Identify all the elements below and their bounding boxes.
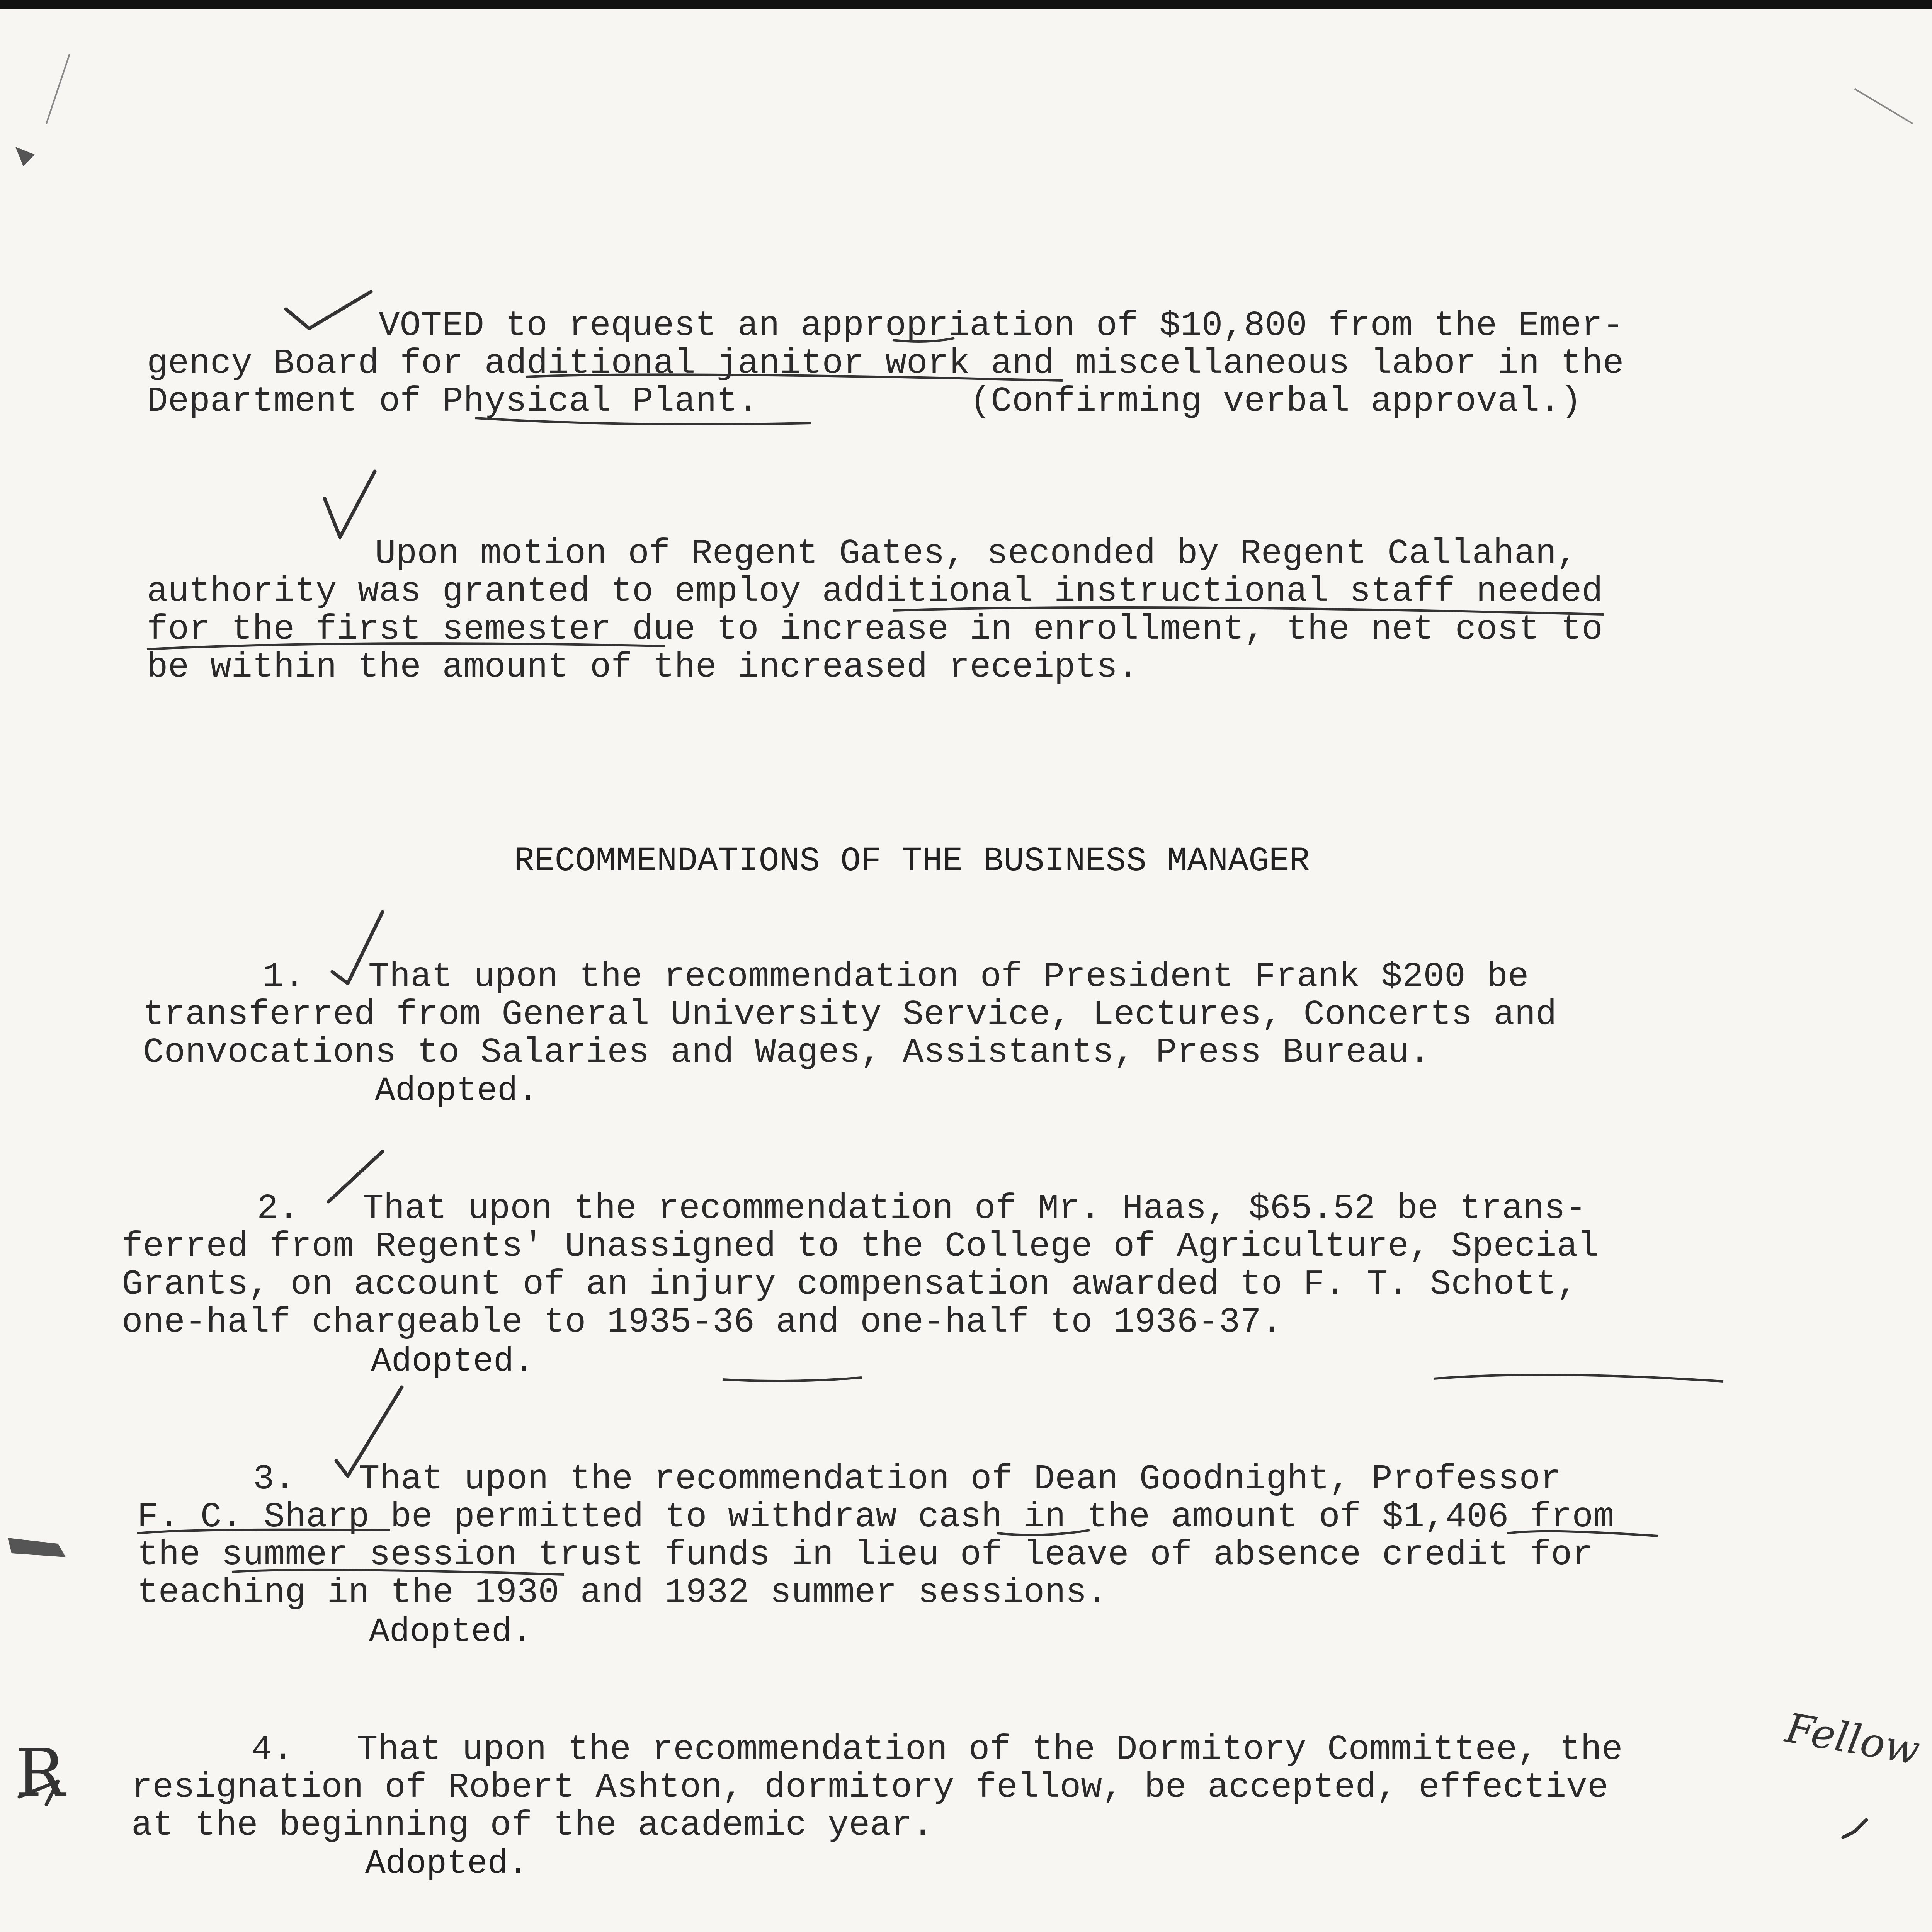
- item-3-status: Adopted.: [369, 1613, 532, 1651]
- tick-mark-icon: [1843, 1820, 1866, 1837]
- section-heading: RECOMMENDATIONS OF THE BUSINESS MANAGER: [514, 842, 1310, 881]
- item-4-status: Adopted.: [365, 1845, 529, 1883]
- item-1-status: Adopted.: [375, 1072, 538, 1111]
- check-mark-icon: [325, 471, 375, 537]
- underline-mark: [1434, 1375, 1723, 1381]
- item-2-status: Adopted.: [371, 1343, 534, 1381]
- margin-note-r: R: [15, 1735, 65, 1811]
- recommendation-item-3: 3. That upon the recommendation of Dean Goodnight, Professor F. C. Sharp be permitted to withdraw cash in the amount of $1,406 from the summer session trust funds in lieu of leave of absence credit for teaching in the 1930 and 1932 summer sessions.: [137, 1459, 1614, 1613]
- recommendation-item-2: 2. That upon the recommendation of Mr. Haas, $65.52 be trans- ferred from Regents' Unassigned to the College of Agriculture, Special Grants, on account of an injury compensation awarded to F. T. Schott, one-half chargeable to 1935-36 and one-half to 1936-37.: [122, 1189, 1599, 1342]
- recommendation-item-4: 4. That upon the recommendation of the Dormitory Committee, the resignation of Robert Ashton, dormitory fellow, be accepted, effective at the beginning of the academic year.: [131, 1730, 1623, 1845]
- margin-note-fellow-4: Fellow: [1782, 1704, 1923, 1774]
- page-top-edge: [0, 0, 1932, 9]
- recommendation-item-1: 1. That upon the recommendation of President Frank $200 be transferred from General University Service, Lectures, Concerts and Convocations to Salaries and Wages, Assistants, Press Bureau.: [143, 957, 1557, 1073]
- paragraph-instructional-staff: Upon motion of Regent Gates, seconded by Regent Callahan, authority was granted to employ additional instructional staff needed for the first semester due to increase in enrollment, the net cost to be within the amount of the increased receipts.: [147, 534, 1603, 687]
- paragraph-emergency-board: VOTED to request an appropriation of $10,800 from the Emer- gency Board for additional janitor work and miscellaneous labor in the Department of Physical Plant. (Confirming verbal approval.): [147, 306, 1624, 422]
- underline-mark: [723, 1378, 862, 1381]
